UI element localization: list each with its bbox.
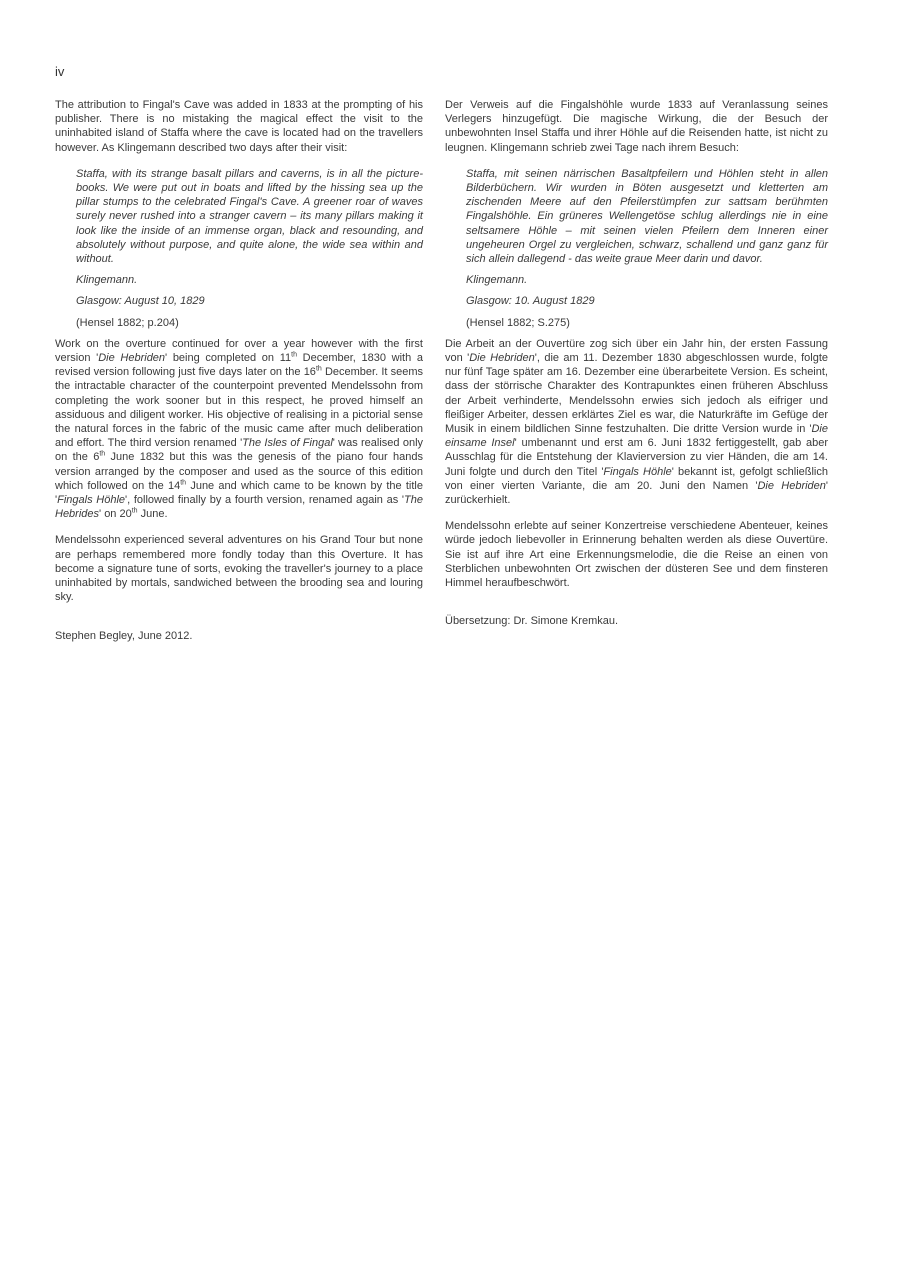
- intro-paragraph-de: Der Verweis auf die Fingalshöhle wurde 1833 auf Veranlassung seines Verlegers hinzugefügt. Die magische Wirkung, die der Besuch der unbewohnten Insel Staffa und ihrer Höhle auf die Reisenden hatte, ist nicht zu leugnen. Klingemann schrieb zwei Tage nach ihrem Besuch:: [445, 99, 828, 154]
- klingemann-quote: [76, 167, 423, 330]
- quote-place-date: Glasgow: August 10, 1829: [76, 295, 205, 308]
- quote-author-de: Klingemann.: [466, 274, 528, 287]
- german-column: [445, 98, 828, 641]
- quote-source: (Hensel 1882; p.204): [76, 316, 179, 329]
- page-number: iv: [55, 64, 65, 79]
- quote-text: Staffa, with its strange basalt pillars and caverns, is in all the picture-books. We were put out in boats and lifted by the hissing sea up the pillar stumps to the celebrated Fingal's Cave. A greener roar of waves surely never rushed into a stranger cavern – its many pillars making it look like the inside of an immense organ, black and resounding, and absolutely without purpose, and quite alone, the wide sea within and without.: [76, 167, 423, 266]
- klingemann-quote-de: [466, 167, 828, 330]
- history-paragraph-de: Die Arbeit an der Ouvertüre zog sich über ein Jahr hin, der ersten Fassung von 'Die Hebriden', die am 11. Dezember 1830 abgeschlossen wurde, folgte nur fünf Tage später am 16. Dezember eine überarbeitete Version. Es scheint, dass der störrische Charakter des Kontrapunktes einen früheren Abschluss der Arbeit verhinderte, Mendelssohn erwies sich jedoch als eifriger und fleißiger Arbeiter, dessen erklärtes Ziel es war, die Naturkräfte im Gefüge der Musik in einem bildlichen Sinne festzuhalten. Die dritte Version wurde in 'Die einsame Insel' umbenannt und erst am 6. Juni 1832 fertiggestellt, gab aber Ausschlag für die Entstehung der Klavierversion zu vier Händen, die am 14. Juni folgte und durch den Titel 'Fingals Höhle' bekannt ist, gefolgt schließlich von einer vierten Variante, die am 20. Juni den Namen 'Die Hebriden' zurückerhielt.: [445, 337, 829, 507]
- closing-paragraph-de: Mendelssohn erlebte auf seiner Konzertreise verschiedene Abenteuer, keines würde jedoch liebevoller in Erinnerung behalten werden als diese Ouvertüre. Sie ist auf ihre Art eine Erkennungsmelodie, die die Reise an einen von Sterblichen unbewohnten Ort zwischen der düsteren See und dem finsteren Himmel heraufbeschwört.: [445, 520, 828, 590]
- translator-signature: Übersetzung: Dr. Simone Kremkau.: [445, 615, 619, 628]
- quote-author: Klingemann.: [76, 274, 138, 287]
- quote-place-date-de: Glasgow: 10. August 1829: [466, 295, 595, 308]
- author-signature: Stephen Begley, June 2012.: [55, 629, 193, 642]
- english-column: [55, 98, 423, 655]
- intro-paragraph: The attribution to Fingal's Cave was added in 1833 at the prompting of his publisher. There is no mistaking the magical effect the visit to the uninhabited island of Staffa where the cave is located had on the travellers however. As Klingemann described two days after their visit:: [55, 99, 423, 154]
- history-paragraph: Work on the overture continued for over a year however with the first version 'Die Hebriden' being completed on 11th December, 1830 with a revised version following just five days later on the 16th December. It seems the intractable character of the counterpoint prevented Mendelssohn from completing the work sooner but in this respect, he proved himself an assiduous and diligent worker. His objective of realising in a pictorial sense the natural forces in the fabric of the music came after much deliberation and effort. The third version renamed 'The Isles of Fingal' was realised only on the 6th June 1832 but this was the genesis of the piano four hands version arranged by the composer and used as the source of this edition which followed on the 14th June and which came to be known by the title 'Fingals Höhle', followed finally by a fourth version, renamed again as 'The Hebrides' on 20th June.: [55, 337, 424, 521]
- quote-text-de: Staffa, mit seinen närrischen Basaltpfeilern und Höhlen steht in allen Bilderbüchern. Wir wurden in Böten ausgesetzt und kletterten am zischenden Meere auf den Pfeilerstümpfen zur sattsam berühmten Fingalshöhle. Ein grüneres Wellengetöse schlug allerdings nie in eine seltsamere Höhle – mit seinen vielen Pfeilern dem Inneren einer ungeheuren Orgel zu vergleichen, schwarz, schallend und ganz ganz für sich allein dallegend - das weite graue Meer darin und davor.: [466, 167, 828, 266]
- quote-source-de: (Hensel 1882; S.275): [466, 316, 570, 329]
- closing-paragraph: Mendelssohn experienced several adventures on his Grand Tour but none are perhaps remembered more fondly today than this Overture. It has become a signature tune of sorts, evoking the traveller's journey to a place uninhabited by mortals, sandwiched between the brooding sea and louring sky.: [55, 534, 423, 604]
